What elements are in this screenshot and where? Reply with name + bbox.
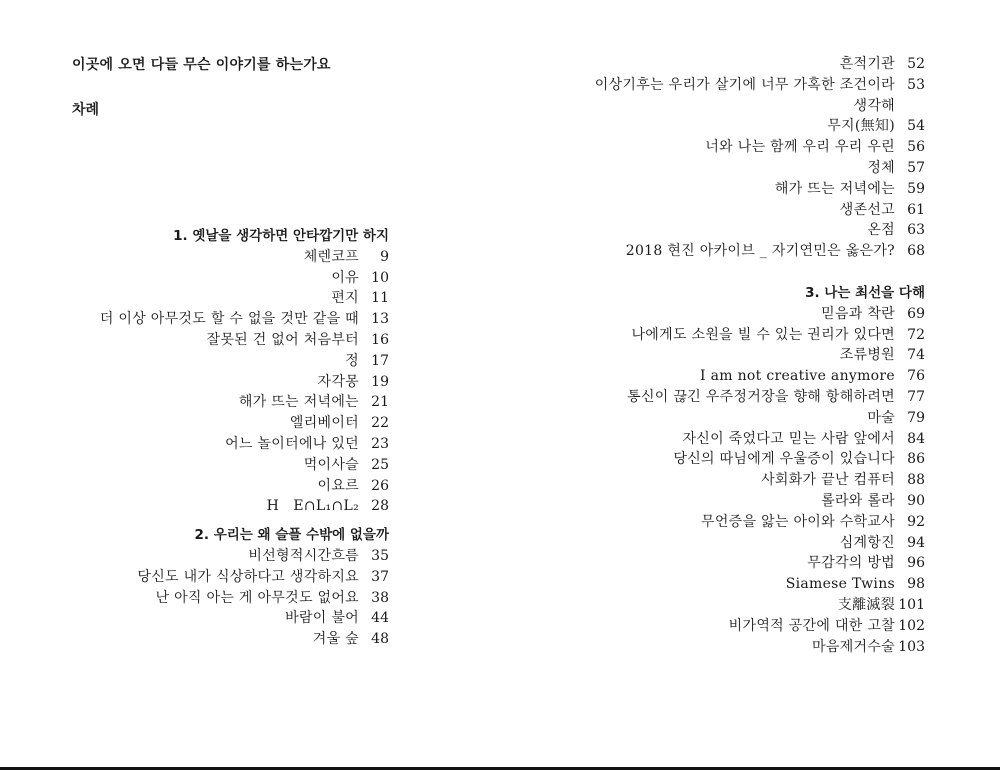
- toc-entry-title: 자각몽: [317, 373, 359, 390]
- toc-entry-page: 94: [907, 534, 925, 551]
- toc-entry-page: 23: [371, 435, 389, 452]
- toc-entry-title: 조류병원: [839, 347, 895, 364]
- toc-entry-title: 잘못된 건 없어 처음부터: [206, 331, 359, 348]
- toc-entry[interactable]: [595, 470, 925, 491]
- toc-entry-page: 57: [907, 159, 925, 176]
- toc-entry-title: Siamese Twins: [785, 576, 895, 593]
- toc-entry-title: 이요르: [317, 477, 359, 494]
- toc-entry-page: 35: [371, 547, 389, 564]
- toc-entry-title: 믿음과 착란: [821, 305, 895, 322]
- toc-entry-title: 겨울 숲: [312, 631, 359, 648]
- toc-entry-title: H E∩L₁∩L₂: [266, 498, 359, 515]
- toc-entry-page: 79: [907, 409, 925, 426]
- toc-entry[interactable]: [595, 75, 925, 96]
- toc-entry[interactable]: [595, 325, 925, 346]
- toc-entry[interactable]: [595, 96, 925, 117]
- toc-entry-page: 63: [907, 222, 925, 239]
- toc-left-column: [100, 226, 389, 650]
- toc-entry-page: 69: [907, 305, 925, 322]
- toc-entry[interactable]: [100, 372, 389, 393]
- toc-entry-page: 68: [907, 243, 925, 260]
- toc-entry[interactable]: [100, 392, 389, 413]
- toc-entry-title: 바람이 불어: [285, 610, 359, 627]
- toc-entry-page: 21: [371, 394, 389, 411]
- toc-entry[interactable]: [100, 476, 389, 497]
- toc-entry-title: 비선형적시간흐름: [248, 547, 359, 564]
- toc-entry-page: 102: [898, 617, 925, 634]
- toc-entry-page: 77: [907, 388, 925, 405]
- toc-entry-title: 편지: [331, 290, 359, 307]
- toc-entry[interactable]: [595, 200, 925, 221]
- toc-entry[interactable]: [100, 455, 389, 476]
- toc-entry-title: 엘리베이터: [289, 415, 359, 432]
- toc-entry[interactable]: [595, 54, 925, 75]
- toc-entry[interactable]: [100, 330, 389, 351]
- section-heading: 3. 나는 최선을 다해: [805, 284, 925, 301]
- toc-entry-title: 무지(無知): [827, 118, 895, 135]
- toc-entry-title: 정: [345, 352, 359, 369]
- toc-entry-page: 48: [371, 631, 389, 648]
- toc-entry-page: 19: [371, 373, 389, 390]
- toc-entry-title: 이상기후는 우리가 살기에 너무 가혹한 조건이라: [594, 76, 895, 93]
- toc-right-column: [595, 54, 925, 657]
- toc-entry-page: 90: [907, 492, 925, 509]
- toc-entry-page: 17: [371, 352, 389, 369]
- toc-entry[interactable]: [100, 268, 389, 289]
- toc-entry-page: 76: [907, 368, 925, 385]
- toc-entry-title: 마술: [867, 409, 895, 426]
- toc-entry-title: 어느 놀이터에나 있던: [225, 435, 359, 452]
- toc-entry[interactable]: [595, 241, 925, 262]
- toc-entry-page: 38: [371, 589, 389, 606]
- toc-entry-title: 생존선고: [839, 201, 895, 218]
- toc-entry-title: 당신의 따님에게 우울증이 있습니다: [673, 451, 895, 468]
- toc-entry[interactable]: [595, 158, 925, 179]
- toc-entry[interactable]: [595, 220, 925, 241]
- toc-entry-title: 무감각의 방법: [807, 555, 895, 572]
- toc-entry-title: 롤라와 롤라: [821, 492, 895, 509]
- toc-entry-page: 103: [898, 638, 925, 655]
- toc-entry-title: 무언증을 앓는 아이와 수학교사: [701, 513, 895, 530]
- toc-entry-page: 37: [371, 568, 389, 585]
- toc-entry-title: 나에게도 소원을 빌 수 있는 권리가 있다면: [631, 326, 895, 343]
- toc-entry-page: 13: [371, 311, 389, 328]
- toc-entry[interactable]: [595, 387, 925, 408]
- toc-entry-page: 98: [907, 576, 925, 593]
- toc-heading: 차례: [72, 102, 100, 118]
- toc-entry-title: 정체: [867, 159, 895, 176]
- toc-entry[interactable]: [595, 553, 925, 574]
- toc-entry[interactable]: [595, 574, 925, 595]
- toc-entry-title: 사회화가 끝난 컴퓨터: [761, 472, 895, 489]
- toc-entry-page: 72: [907, 326, 925, 343]
- toc-entry-title: 해가 뜨는 저녁에는: [238, 394, 359, 411]
- toc-entry[interactable]: [595, 637, 925, 658]
- toc-entry[interactable]: [595, 429, 925, 450]
- toc-entry[interactable]: [595, 491, 925, 512]
- toc-entry-page: 44: [371, 610, 389, 627]
- toc-entry-page: 101: [898, 596, 925, 613]
- toc-entry[interactable]: [100, 309, 389, 330]
- section-heading: 1. 옛날을 생각하면 안타깝기만 하지: [173, 228, 389, 244]
- toc-entry[interactable]: [595, 408, 925, 429]
- toc-entry[interactable]: [595, 137, 925, 158]
- toc-entry-title: 마음제거수술: [812, 638, 895, 655]
- toc-entry-title: I am not creative anymore: [700, 368, 895, 385]
- toc-entry[interactable]: [100, 247, 389, 268]
- toc-entry[interactable]: [595, 449, 925, 470]
- toc-entry[interactable]: [100, 434, 389, 455]
- toc-entry-page: 26: [371, 477, 389, 494]
- toc-entry[interactable]: [100, 608, 389, 629]
- toc-entry[interactable]: [595, 345, 925, 366]
- toc-entry-title: 2018 현진 아카이브 _ 자기연민은 옳은가?: [625, 243, 895, 260]
- toc-entry-title: 이유: [331, 269, 359, 286]
- toc-entry[interactable]: [595, 304, 925, 325]
- toc-entry-title: 심계항진: [839, 534, 895, 551]
- toc-entry-title: 너와 나는 함께 우리 우리 우린: [705, 139, 895, 156]
- toc-entry-title: 더 이상 아무것도 할 수 없을 것만 같을 때: [99, 311, 359, 328]
- toc-entry-title: 먹이사슬: [303, 456, 359, 473]
- toc-entry[interactable]: [100, 546, 389, 567]
- toc-entry[interactable]: [595, 512, 925, 533]
- toc-entry-page: 84: [907, 430, 925, 447]
- toc-entry-title: 자신이 죽었다고 믿는 사람 앞에서: [682, 430, 895, 447]
- toc-entry[interactable]: [100, 567, 389, 588]
- toc-entry-page: 10: [371, 269, 389, 286]
- toc-entry-page: 86: [907, 451, 925, 468]
- toc-entry-page: 61: [907, 201, 925, 218]
- toc-entry-title: 당신도 내가 식상하다고 생각하지요: [137, 568, 359, 585]
- toc-entry-title: 支離滅裂: [837, 596, 895, 613]
- toc-entry-title: 흔적기관: [839, 56, 895, 72]
- toc-entry-page: 22: [371, 415, 389, 432]
- toc-entry[interactable]: [100, 496, 389, 517]
- toc-entry-page: 59: [907, 180, 925, 197]
- toc-entry[interactable]: [595, 116, 925, 137]
- toc-entry-page: 28: [371, 498, 389, 515]
- toc-entry[interactable]: [100, 351, 389, 372]
- toc-entry[interactable]: [100, 413, 389, 434]
- toc-entry-title: 해가 뜨는 저녁에는: [774, 180, 895, 197]
- toc-entry-page: 9: [380, 248, 389, 265]
- toc-entry-page: 74: [907, 347, 925, 364]
- toc-entry-page: 11: [371, 290, 389, 307]
- toc-entry-title: 난 아직 아는 게 아무것도 없어요: [155, 589, 359, 606]
- section-heading: 2. 우리는 왜 슬플 수밖에 없을까: [194, 527, 389, 544]
- toc-entry-page: 92: [907, 513, 925, 530]
- toc-entry-title: 비가역적 공간에 대한 고찰: [728, 617, 895, 634]
- toc-entry-page: 54: [907, 118, 925, 135]
- toc-entry-page: 25: [371, 456, 389, 473]
- toc-entry[interactable]: [595, 533, 925, 554]
- toc-entry-page: 56: [907, 139, 925, 156]
- toc-entry-page: 53: [907, 76, 925, 93]
- toc-entry[interactable]: [595, 595, 925, 616]
- toc-entry-title: 온점: [867, 222, 895, 239]
- toc-entry-title: 생각해: [853, 97, 895, 114]
- toc-entry-title: 통신이 끊긴 우주정거장을 향해 항해하려면: [627, 388, 895, 405]
- toc-entry-page: 96: [907, 555, 925, 572]
- toc-entry[interactable]: [100, 588, 389, 609]
- toc-entry[interactable]: [100, 629, 389, 650]
- toc-entry[interactable]: [595, 179, 925, 200]
- toc-entry[interactable]: [595, 366, 925, 387]
- toc-entry-title: 체렌코프: [303, 248, 359, 265]
- toc-entry-page: 16: [371, 331, 389, 348]
- toc-entry-page: 52: [907, 56, 925, 72]
- toc-entry[interactable]: [100, 288, 389, 309]
- toc-entry-page: 88: [907, 472, 925, 489]
- page-title: 이곳에 오면 다들 무슨 이야기를 하는가요: [72, 57, 331, 73]
- toc-entry[interactable]: [595, 616, 925, 637]
